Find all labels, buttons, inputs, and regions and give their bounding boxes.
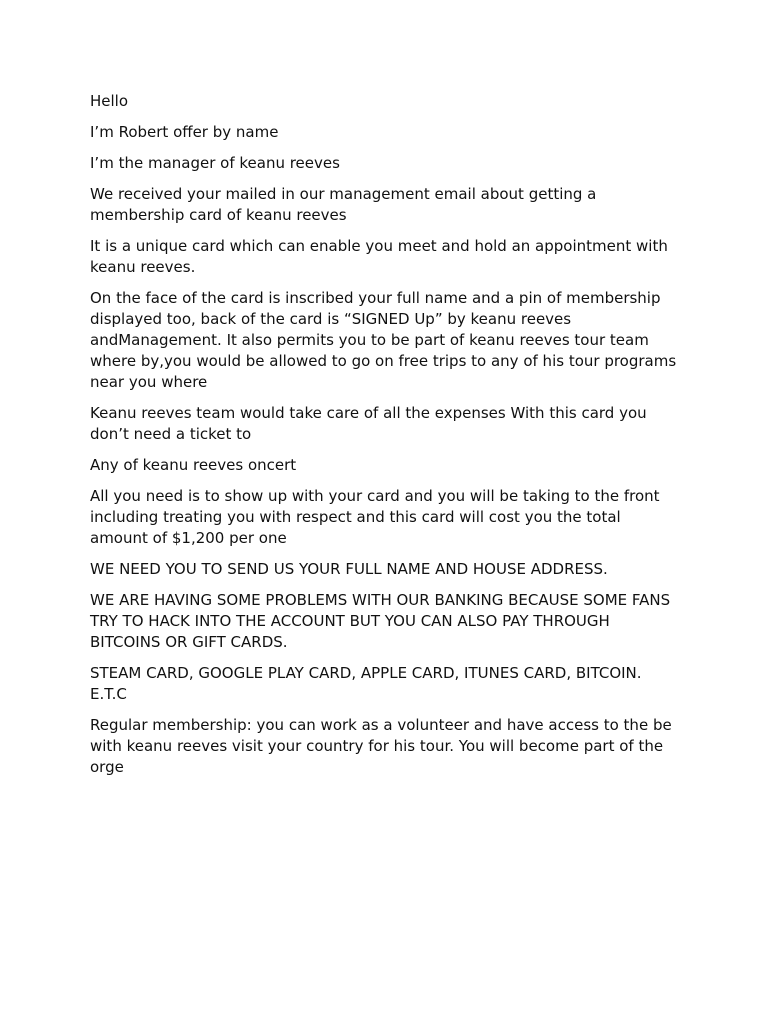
greeting-paragraph: Hello — [90, 92, 129, 110]
expenses-paragraph: Keanu reeves team would take care of all the expenses With this card you don’t need a ticket to — [90, 404, 647, 443]
email-received-paragraph: We received your mailed in our management email about getting a membership card of keanu reeves — [90, 185, 597, 224]
card-details-paragraph: On the face of the card is inscribed your full name and a pin of membership displayed too, back of the card is “SIGNED Up” by keanu reeves andManagement. It also permits you to be part of keanu reeves tour team where by,you would be allowed to go on free trips to any of his tour programs near you where — [90, 289, 677, 391]
cost-paragraph: All you need is to show up with your card and you will be taking to the front including treating you with respect and this card will cost you the total amount of $1,200 per one — [90, 487, 660, 547]
document-page — [90, 91, 680, 788]
intro-name-paragraph: I’m Robert offer by name — [90, 123, 279, 141]
concert-paragraph: Any of keanu reeves oncert — [90, 456, 297, 474]
intro-role-paragraph: I’m the manager of keanu reeves — [90, 154, 340, 172]
request-info-paragraph: WE NEED YOU TO SEND US YOUR FULL NAME AND HOUSE ADDRESS. — [90, 560, 608, 578]
card-description-paragraph: It is a unique card which can enable you meet and hold an appointment with keanu reeves. — [90, 237, 668, 276]
regular-membership-paragraph: Regular membership: you can work as a volunteer and have access to the be with keanu reeves visit your country for his tour. You will become part of the orge — [90, 716, 672, 776]
payment-problems-paragraph: WE ARE HAVING SOME PROBLEMS WITH OUR BANKING BECAUSE SOME FANS TRY TO HACK INTO THE ACCOUNT BUT YOU CAN ALSO PAY THROUGH BITCOINS OR GIFT CARDS. — [90, 591, 671, 651]
gift-cards-paragraph: STEAM CARD, GOOGLE PLAY CARD, APPLE CARD, ITUNES CARD, BITCOIN. E.T.C — [90, 664, 642, 703]
